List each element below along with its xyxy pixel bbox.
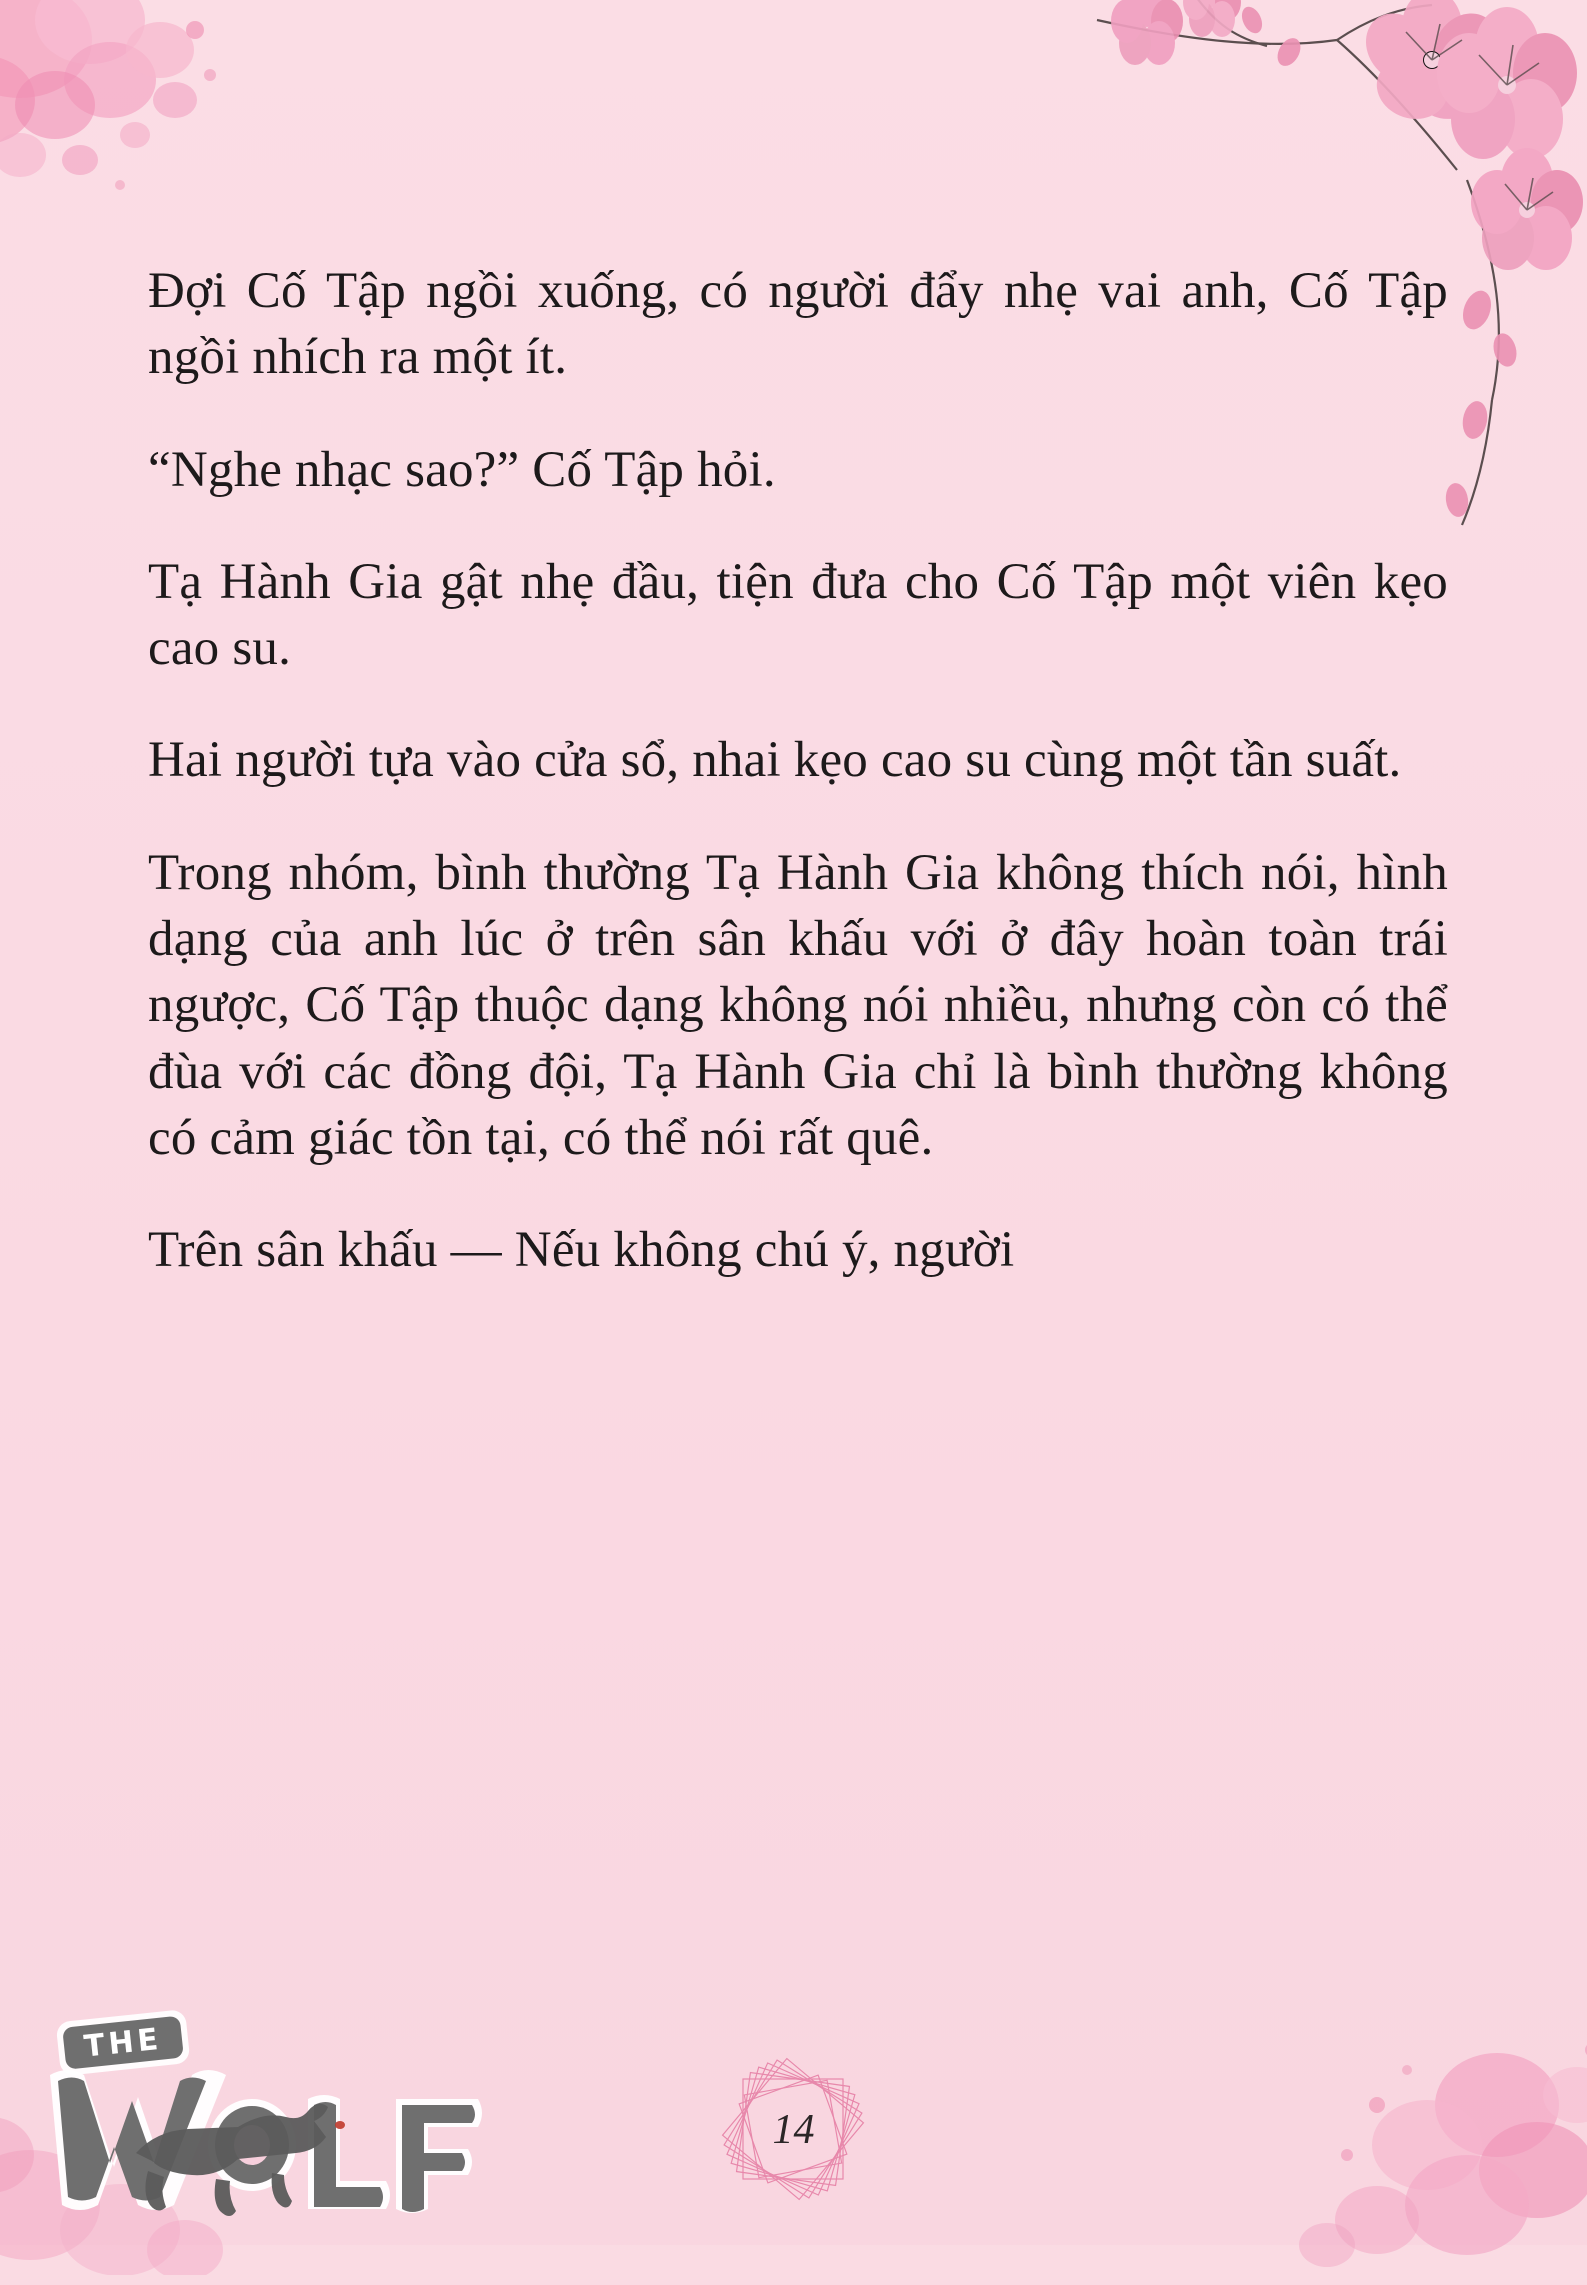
page-number: 14 [772,2107,815,2153]
wolf-logo-icon [20,1993,540,2223]
paragraph: “Nghe nhạc sao?” Cố Tập hỏi. [148,441,776,498]
watermark-logo [20,1993,540,2223]
paragraph: Tạ Hành Gia gật nhẹ đầu, tiện đưa cho Cố Tập một viên kẹo cao su. [148,553,1448,677]
paragraph: Trên sân khấu — Nếu không chú ý, người [148,1222,1015,1279]
svg-text:THE: THE [82,2021,164,2065]
decorative-flowers-top-left [0,0,380,290]
paragraph: Hai người tựa vào cửa sổ, nhai kẹo cao su cùng một tần suất. [148,732,1402,789]
page-number-frame [709,2045,879,2215]
paragraph: Đợi Cố Tập ngồi xuống, có người đẩy nhẹ vai anh, Cố Tập ngồi nhích ra một ít. [148,263,1448,386]
paragraph: Trong nhóm, bình thường Tạ Hành Gia không thích nói, hình dạng của anh lúc ở trên sân khấu với ở đây hoàn toàn trái ngược, Cố Tập thuộc dạng không nói nhiều, nhưng còn có thể đùa với các đồng đội, Tạ Hành Gia chỉ là bình thường không có cảm giác tồn tại, có thể nói rất quê. [148,844,1448,1166]
page-text-body [148,258,1448,1284]
decorative-flowers-bottom-right [1197,1955,1587,2285]
